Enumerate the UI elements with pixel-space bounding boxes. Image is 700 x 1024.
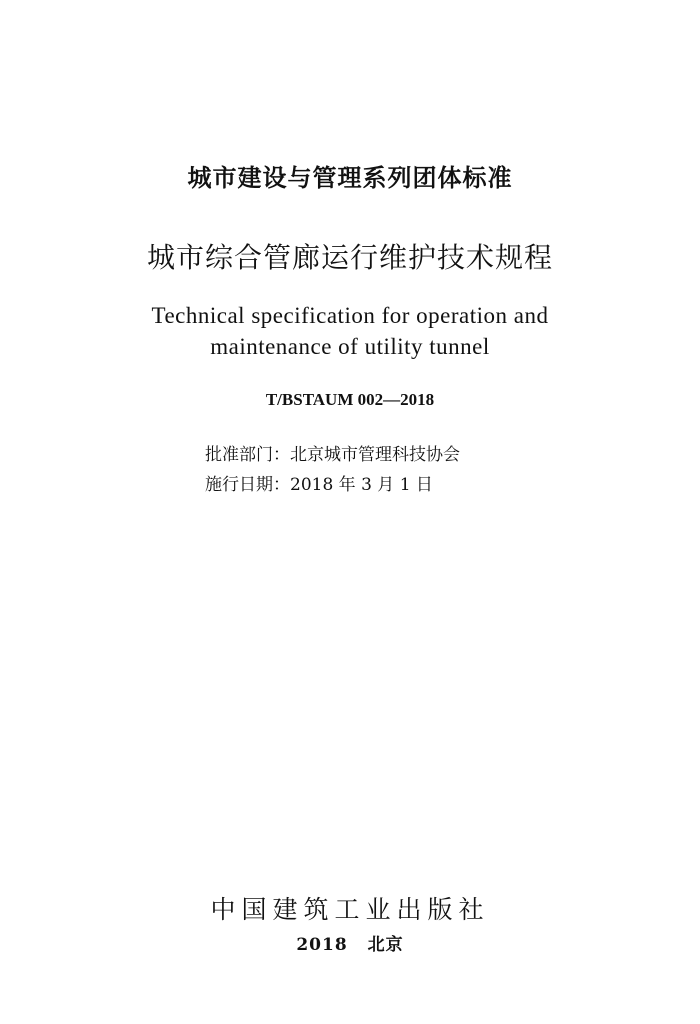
effective-label: 施行日期： bbox=[205, 475, 290, 495]
title-english-line-1: Technical specification for operation and bbox=[151, 303, 549, 328]
publisher-name: 中国建筑工业出版社 bbox=[210, 895, 490, 924]
document-title-english bbox=[0, 300, 700, 362]
publication-year-place bbox=[0, 930, 700, 955]
publication-city: 北京 bbox=[367, 935, 404, 955]
publication-year: 2018 bbox=[296, 935, 348, 955]
approval-value: 北京城市管理科技协会 bbox=[290, 445, 460, 465]
title-english-line-2: maintenance of utility tunnel bbox=[210, 334, 490, 359]
effective-date bbox=[205, 470, 433, 495]
approval-label: 批准部门： bbox=[205, 445, 290, 465]
effective-value: 2018 年 3 月 1 日 bbox=[290, 475, 433, 495]
standard-code: T/BSTAUM 002—2018 bbox=[265, 390, 435, 409]
series-title: 城市建设与管理系列团体标准 bbox=[187, 164, 513, 192]
approval-department bbox=[205, 440, 460, 465]
document-title-chinese: 城市综合管廊运行维护技术规程 bbox=[146, 241, 553, 274]
